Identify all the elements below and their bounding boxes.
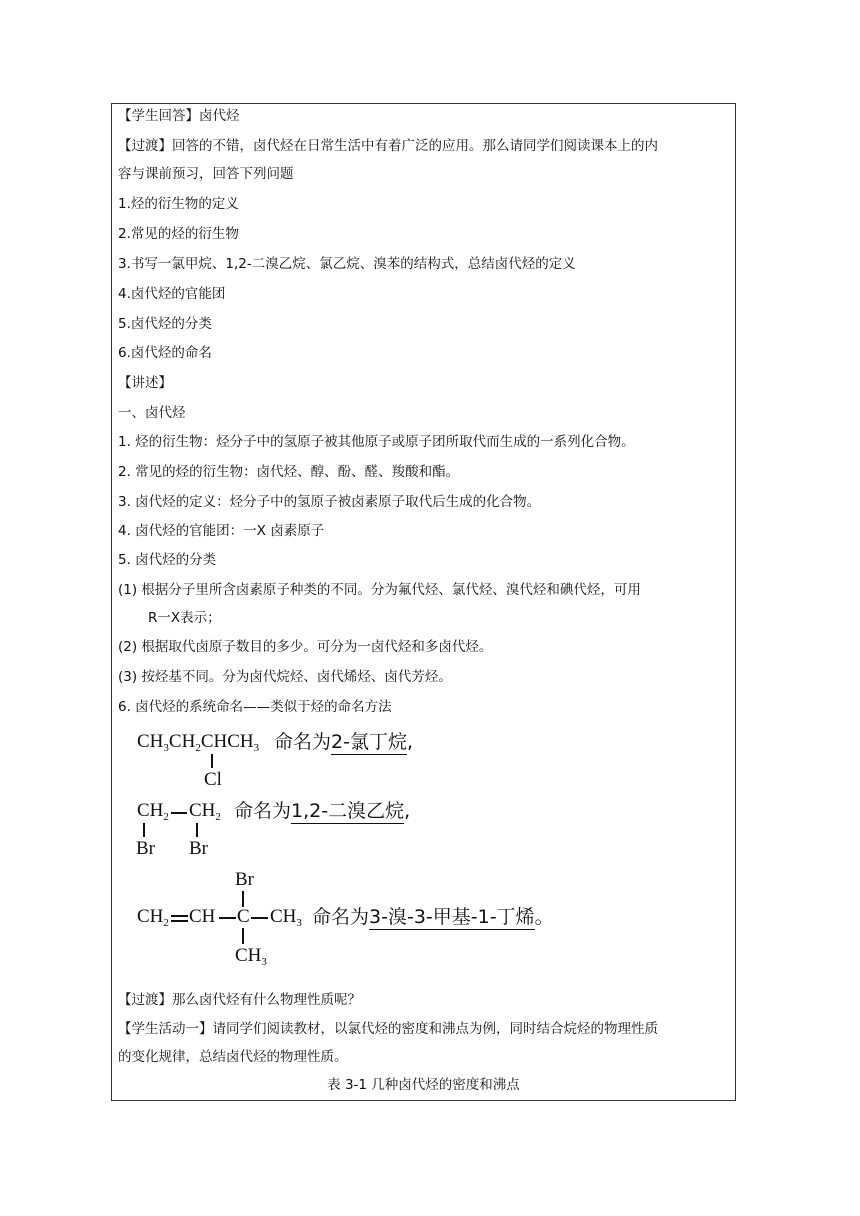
text-line: (3) 按烃基不同。分为卤代烷烃、卤代烯烃、卤代芳烃。 xyxy=(118,669,452,685)
text-line: 6.卤代烃的命名 xyxy=(118,345,212,361)
text-line: R一X表示； xyxy=(148,610,221,626)
text-line: 【讲述】 xyxy=(118,375,172,391)
text-line: 容与课前预习，回答下列问题 xyxy=(118,166,294,182)
text-line: 1.烃的衍生物的定义 xyxy=(118,196,239,212)
text-line: 4.卤代烃的官能团 xyxy=(118,286,226,302)
text-line: 2.常见的烃的衍生物 xyxy=(118,226,239,242)
text-line: 【过渡】那么卤代烃有什么物理性质呢？ xyxy=(118,992,361,1008)
text-line: 1. 烃的衍生物：烃分子中的氢原子被其他原子或原子团所取代而生成的一系列化合物。 xyxy=(118,434,635,450)
text-line: 5. 卤代烃的分类 xyxy=(118,552,217,568)
table-caption: 表 3-1 几种卤代烃的密度和沸点 xyxy=(327,1077,520,1093)
text-line: 6. 卤代烃的系统命名——类似于烃的命名方法 xyxy=(118,699,392,715)
text-line: 【过渡】回答的不错，卤代烃在日常生活中有着广泛的应用。那么请同学们阅读课本上的内 xyxy=(118,138,658,154)
text-line: (1) 根据分子里所含卤素原子种类的不同。分为氟代烃、氯代烃、溴代烃和碘代烃，可用 xyxy=(118,582,641,598)
text-line: 3. 卤代烃的定义：烃分子中的氢原子被卤素原子取代后生成的化合物。 xyxy=(118,494,541,510)
text-line: 2. 常见的烃的衍生物：卤代烃、醇、酚、醛、羧酸和酯。 xyxy=(118,464,460,480)
text-line: 5.卤代烃的分类 xyxy=(118,316,212,332)
text-line: 【学生活动一】请同学们阅读教材，以氯代烃的密度和沸点为例，同时结合烷烃的物理性质 xyxy=(118,1021,658,1037)
text-line: 3.书写一氯甲烷、1,2-二溴乙烷、氯乙烷、溴苯的结构式，总结卤代烃的定义 xyxy=(118,256,576,272)
text-line: 4. 卤代烃的官能团：一X 卤素原子 xyxy=(118,523,325,539)
content-frame: 【学生回答】卤代烃 【过渡】回答的不错，卤代烃在日常生活中有着广泛的应用。那么请同学们阅读课本上的内 容与课前预习，回答下列问题 1.烃的衍生物的定义 2.常见的烃的衍生物 3.书写一氯甲烷、1,2-二溴乙烷、氯乙烷、溴苯的结构式，总结卤代烃的定义 4.卤代烃的官能团 5.卤代烃的分类 6.卤代烃的命名 【讲述】 一、卤代烃 1. 烃的衍生物：烃分子中的氢原子被其他原子或原子团所取代而生成的一系列化合物。 2. 常见的烃的衍生物：卤代烃、醇、酚、醛、羧酸和酯。 3. 卤代烃的定义：烃分子中的氢原子被卤素原子取代后生成的化合物。 4. 卤代烃的官能团：一X 卤素原子 5. 卤代烃的分类 (1) 根据分子里所含卤素原子种类的不同。分为氟代烃、氯代烃、溴代烃和碘代烃，可用 R一X表示； (2) 根据取代卤原子数目的多少。可分为一卤代烃和多卤代烃。 (3) 按烃基不同。分为卤代烷烃、卤代烯烃、卤代芳烃。 6. 卤代烃的系统命名——类似于烃的命名方法 $CH_3CH_2CHCH_3$ Cl 命名为2-氯丁烷, $CH_2$ $CH_2$ Br Br 命名为1,2-二溴乙烷, Br $CH_2$ CH C $CH_3$ $CH_3$ 命名为3-溴-3-甲基-1-丁烯。 【过渡】那么卤代烃有什么物理性质呢？ 【学生活动一】请同学们阅读教材，以氯代烃的密度和沸点为例，同时结合烷烃的物理性质 的变化规律，总结卤代烃的物理性质。 表 3-1 几种卤代烃的密度和沸点 xyxy=(111,103,736,1101)
text-line: 的变化规律，总结卤代烃的物理性质。 xyxy=(118,1049,348,1065)
text-line: 一、卤代烃 xyxy=(118,405,186,421)
text-line: 【学生回答】卤代烃 xyxy=(118,108,240,124)
text-line: (2) 根据取代卤原子数目的多少。可分为一卤代烃和多卤代烃。 xyxy=(118,639,493,655)
